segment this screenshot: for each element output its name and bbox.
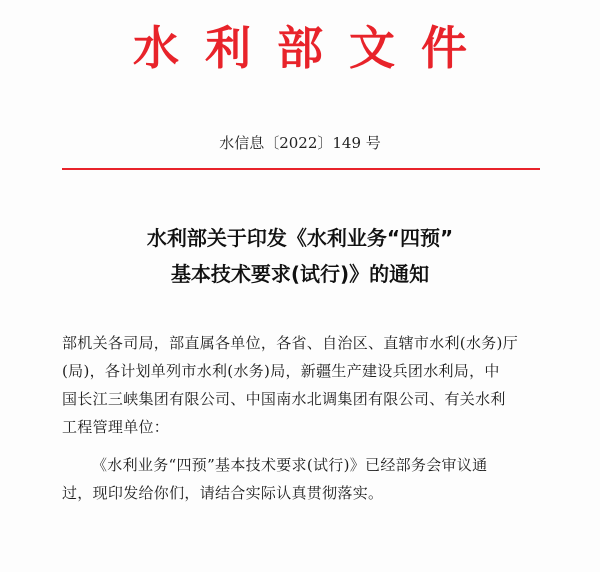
addressee-line-4: 工程管理单位： — [62, 418, 170, 436]
addressee-line-2: (局)，各计划单列市水利(水务)局，新疆生产建设兵团水利局，中 — [62, 362, 500, 380]
paragraph-line-1: 《水利业务“四预”基本技术要求(试行)》已经部务会审议通 — [92, 456, 488, 474]
header-red-rule — [62, 168, 540, 170]
addressee-line-3: 国长江三峡集团有限公司、中国南水北调集团有限公司、有关水利 — [62, 390, 506, 408]
paragraph-line-2: 过，现印发给你们，请结合实际认真贯彻落实。 — [62, 484, 384, 502]
document-header-title: 水利部文件 — [133, 21, 493, 75]
document-number: 水信息〔2022〕149 号 — [219, 134, 381, 152]
addressee-line-1: 部机关各司局，部直属各单位，各省、自治区、直辖市水利(水务)厅 — [62, 334, 519, 352]
notice-title-line-2: 基本技术要求(试行)》的通知 — [170, 262, 430, 286]
notice-title-line-1: 水利部关于印发《水利业务“四预” — [146, 226, 454, 250]
